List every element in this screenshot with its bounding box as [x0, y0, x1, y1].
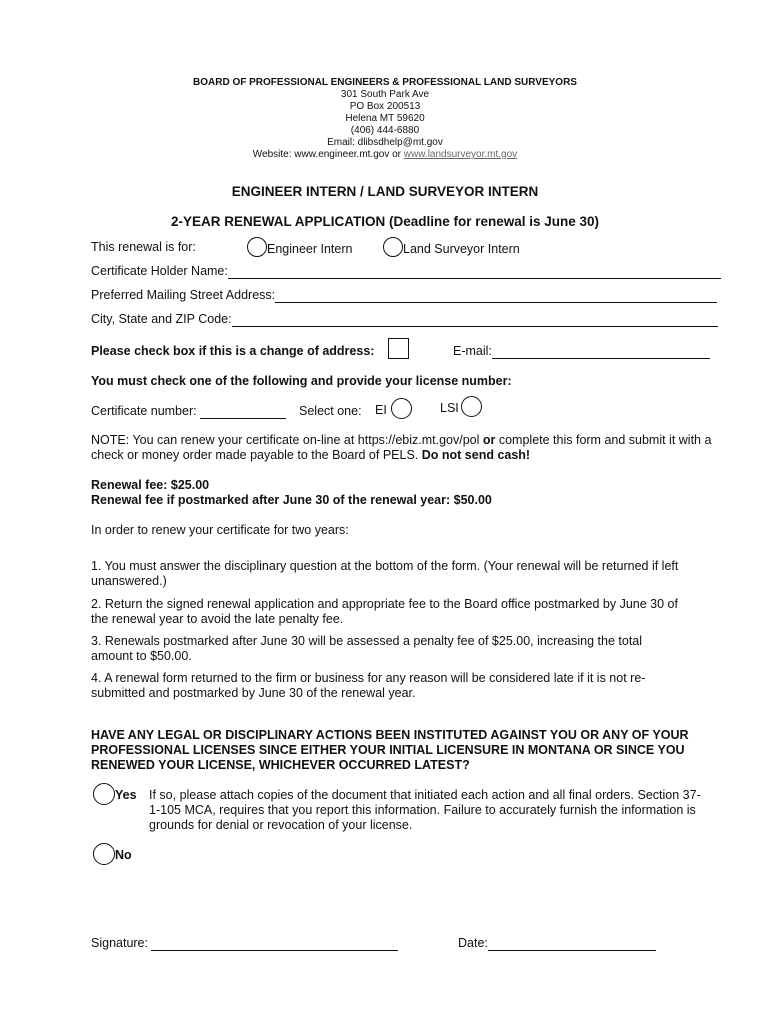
no-option[interactable] [93, 843, 132, 865]
city-state-zip-label: City, State and ZIP Code: [91, 312, 232, 326]
ei-label: EI [375, 403, 387, 417]
engineer-intern-label: Engineer Intern [267, 242, 353, 256]
email-line[interactable] [492, 346, 710, 359]
signature-label: Signature: [91, 936, 148, 950]
lsi-label: LSI [440, 401, 459, 415]
note-text-1: NOTE: You can renew your certificate on-line at https://ebiz.mt.gov/pol [91, 433, 483, 447]
email-label: E-mail: [453, 344, 492, 358]
yes-option[interactable] [93, 783, 137, 805]
yes-radio[interactable] [93, 783, 115, 805]
renewal-fee: Renewal fee: $25.00 [91, 478, 210, 492]
note-no-cash: Do not send cash! [421, 448, 531, 462]
note-or: or [482, 433, 496, 447]
land-surveyor-intern-label: Land Surveyor Intern [403, 242, 520, 256]
instruction-item: 3. Renewals postmarked after June 30 will be assessed a penalty fee of $25.00, increasing the total amount to $50.00. [91, 634, 643, 663]
mailing-address-field[interactable] [91, 288, 717, 303]
land-surveyor-intern-option[interactable] [383, 237, 520, 257]
email-field[interactable] [453, 344, 710, 359]
board-name: BOARD OF PROFESSIONAL ENGINEERS & PROFESSIONAL LAND SURVEYORS [193, 77, 577, 88]
no-radio[interactable] [93, 843, 115, 865]
certificate-number-line[interactable] [200, 406, 286, 419]
no-label: No [115, 848, 132, 862]
signature-field[interactable] [91, 936, 398, 951]
city-state-zip-field[interactable] [91, 312, 718, 327]
signature-line[interactable] [151, 938, 398, 951]
instructions-intro: In order to renew your certificate for two years: [91, 523, 349, 537]
instruction-item: 4. A renewal form returned to the firm or business for any reason will be considered late if it is not re-submitted and postmarked by June 30 of the renewal year. [91, 671, 646, 700]
land-surveyor-intern-radio[interactable] [383, 237, 403, 257]
yes-label: Yes [115, 788, 137, 802]
mailing-address-label: Preferred Mailing Street Address: [91, 288, 276, 302]
holder-name-line[interactable] [228, 266, 721, 279]
renewal-for-label: This renewal is for: [91, 240, 196, 254]
address-change-label: Please check box if this is a change of address: [91, 344, 375, 358]
online-renewal-note [91, 433, 731, 463]
yes-explanation: If so, please attach copies of the document that initiated each action and all final orders. Section 37-1-105 MCA, requires that you report this information. Failure to accurately furnish the information is grounds for denial or revocation of your license. [149, 788, 701, 832]
board-city: Helena MT 59620 [345, 113, 425, 124]
address-change-checkbox[interactable] [388, 338, 409, 359]
date-label: Date: [458, 936, 488, 950]
website-prefix: Website: www.engineer.mt.gov or [252, 149, 404, 160]
date-field[interactable] [458, 936, 656, 951]
late-renewal-fee: Renewal fee if postmarked after June 30 of the renewal year: $50.00 [91, 493, 492, 507]
city-state-zip-line[interactable] [232, 314, 718, 327]
lsi-radio[interactable] [461, 396, 482, 417]
holder-name-field[interactable] [91, 264, 721, 279]
ei-option[interactable] [375, 398, 412, 419]
ei-radio[interactable] [391, 398, 412, 419]
mailing-address-line[interactable] [275, 290, 717, 303]
instruction-item: 1. You must answer the disciplinary question at the bottom of the form. (Your renewal will be returned if left unanswered.) [91, 559, 679, 588]
note-text-2: complete this form and submit it with a check or money order made payable to the Board of PELS. [91, 433, 712, 462]
disciplinary-question: HAVE ANY LEGAL OR DISCIPLINARY ACTIONS BEEN INSTITUTED AGAINST YOU OR ANY OF YOUR PROFESSIONAL LICENSES SINCE EITHER YOUR INITIAL LICENSURE IN MONTANA OR SINCE YOU RENEWED YOUR LICENSE, WHICHEVER OCCURRED LATEST? [91, 728, 689, 772]
form-title: ENGINEER INTERN / LAND SURVEYOR INTERN [231, 184, 539, 199]
board-phone: (406) 444-6880 [350, 125, 420, 136]
date-line[interactable] [488, 938, 656, 951]
form-subtitle: 2-YEAR RENEWAL APPLICATION (Deadline for renewal is June 30) [170, 214, 600, 229]
board-street: 301 South Park Ave [340, 89, 430, 100]
license-instruction: You must check one of the following and provide your license number: [91, 374, 512, 388]
board-website [0, 149, 770, 161]
board-po-box: PO Box 200513 [349, 101, 421, 112]
website-link[interactable]: www.landsurveyor.mt.gov [403, 149, 518, 160]
engineer-intern-radio[interactable] [247, 237, 267, 257]
certificate-number-label: Certificate number: [91, 404, 197, 418]
certificate-number-field[interactable] [91, 404, 286, 419]
select-one-label: Select one: [299, 404, 362, 418]
holder-name-label: Certificate Holder Name: [91, 264, 228, 278]
instruction-item: 2. Return the signed renewal application and appropriate fee to the Board office postmarked by June 30 of the renewal year to avoid the late penalty fee. [91, 597, 678, 626]
lsi-option[interactable] [440, 396, 482, 417]
board-email: Email: dlibsdhelp@mt.gov [327, 137, 443, 148]
engineer-intern-option[interactable] [247, 237, 352, 257]
